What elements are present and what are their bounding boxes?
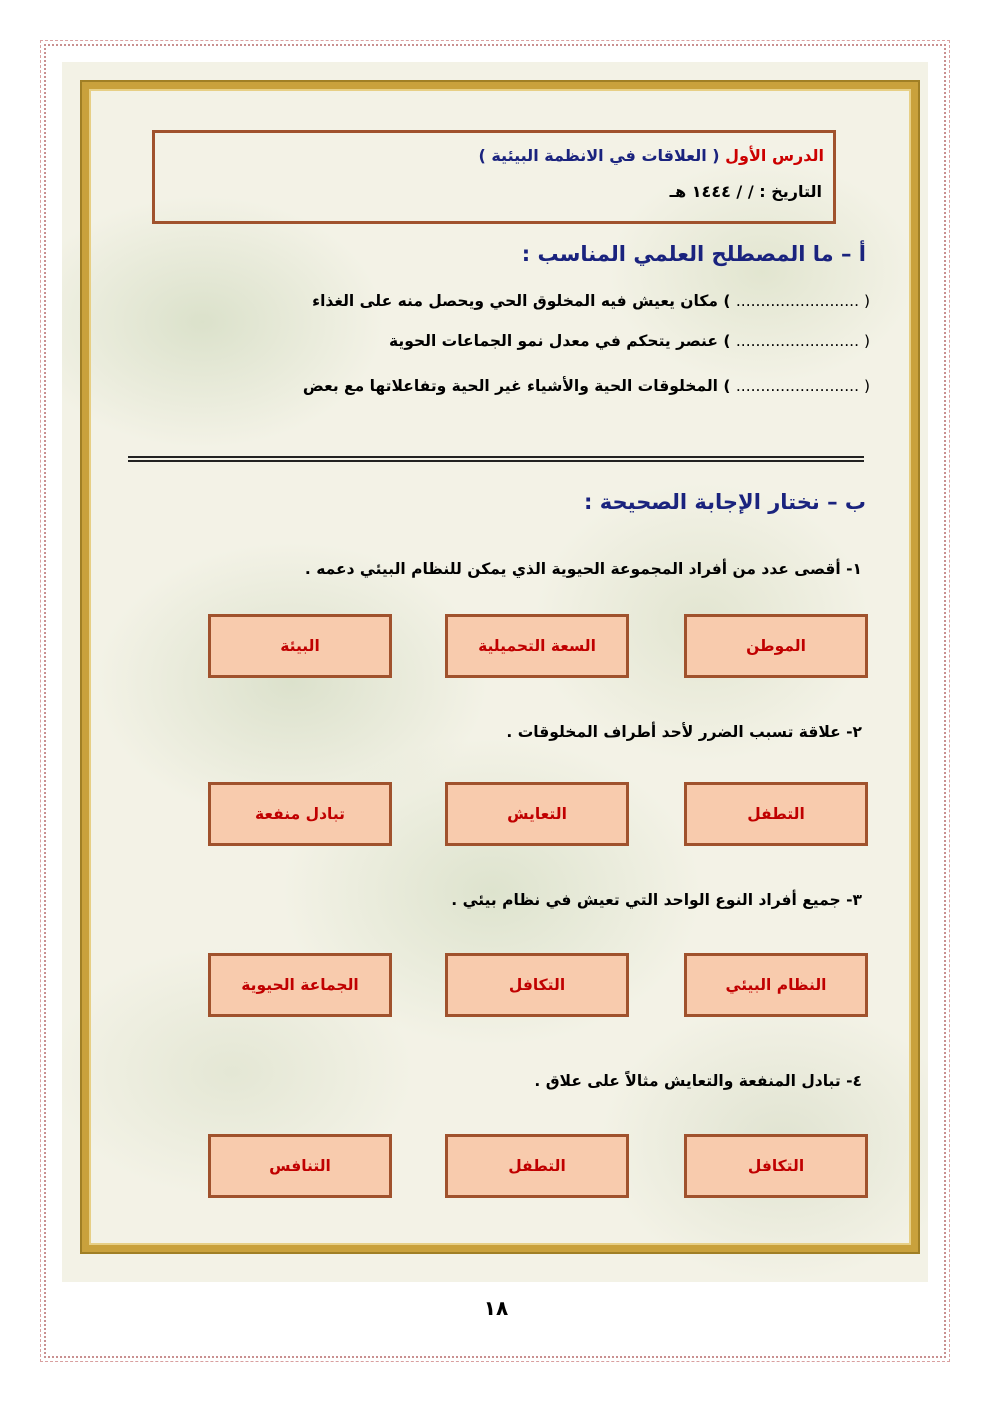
question-3: ٣- جميع أفراد النوع الواحد التي تعيش في نظام بيئي . bbox=[451, 891, 862, 909]
section-a-title: أ – ما المصطلح العلمي المناسب : bbox=[521, 242, 866, 266]
lesson-label: الدرس الأول bbox=[725, 146, 824, 165]
choice-option[interactable]: التكافل bbox=[684, 1134, 868, 1198]
choice-option[interactable]: التعايش bbox=[445, 782, 629, 846]
choice-option[interactable]: التكافل bbox=[445, 953, 629, 1017]
choice-option[interactable]: الموطن bbox=[684, 614, 868, 678]
choice-option[interactable]: التنافس bbox=[208, 1134, 392, 1198]
term-definition: ) عنصر يتحكم في معدل نمو الجماعات الحوية bbox=[389, 332, 736, 350]
question-1: ١- أقصى عدد من أفراد المجموعة الحيوية الذي يمكن للنظام البيئي دعمه . bbox=[304, 560, 862, 578]
lesson-title bbox=[478, 146, 824, 165]
lesson-header-box bbox=[152, 130, 836, 224]
choice-option[interactable]: تبادل منفعة bbox=[208, 782, 392, 846]
choice-option[interactable]: النظام البيئي bbox=[684, 953, 868, 1017]
term-item bbox=[303, 377, 870, 395]
question-2: ٢- علاقة تسبب الضرر لأحد أطراف المخلوقات . bbox=[506, 723, 862, 741]
choice-option[interactable]: التطفل bbox=[684, 782, 868, 846]
answer-blank[interactable]: ( ......................... bbox=[735, 377, 870, 395]
section-b-title: ب – نختار الإجابة الصحيحة : bbox=[584, 490, 866, 514]
section-divider bbox=[128, 456, 864, 462]
date-line: التاريخ : / / ١٤٤٤ هـ bbox=[669, 182, 822, 201]
page-number: ١٨ bbox=[483, 1296, 509, 1320]
choice-option[interactable]: التطفل bbox=[445, 1134, 629, 1198]
question-4: ٤- تبادل المنفعة والتعايش مثالاً على علاق . bbox=[534, 1072, 862, 1090]
term-definition: ) مكان يعيش فيه المخلوق الحي ويحصل منه على الغذاء bbox=[312, 292, 736, 310]
term-item bbox=[389, 332, 870, 350]
choice-option[interactable]: السعة التحميلية bbox=[445, 614, 629, 678]
answer-blank[interactable]: ( ......................... bbox=[735, 332, 870, 350]
choice-option[interactable]: الجماعة الحيوية bbox=[208, 953, 392, 1017]
term-definition: ) المخلوقات الحية والأشياء غير الحية وتفاعلاتها مع بعض bbox=[302, 377, 736, 395]
choice-option[interactable]: البيئة bbox=[208, 614, 392, 678]
lesson-topic: ( العلاقات في الانظمة البيئية ) bbox=[478, 146, 720, 165]
term-item bbox=[312, 292, 870, 310]
answer-blank[interactable]: ( ......................... bbox=[735, 292, 870, 310]
